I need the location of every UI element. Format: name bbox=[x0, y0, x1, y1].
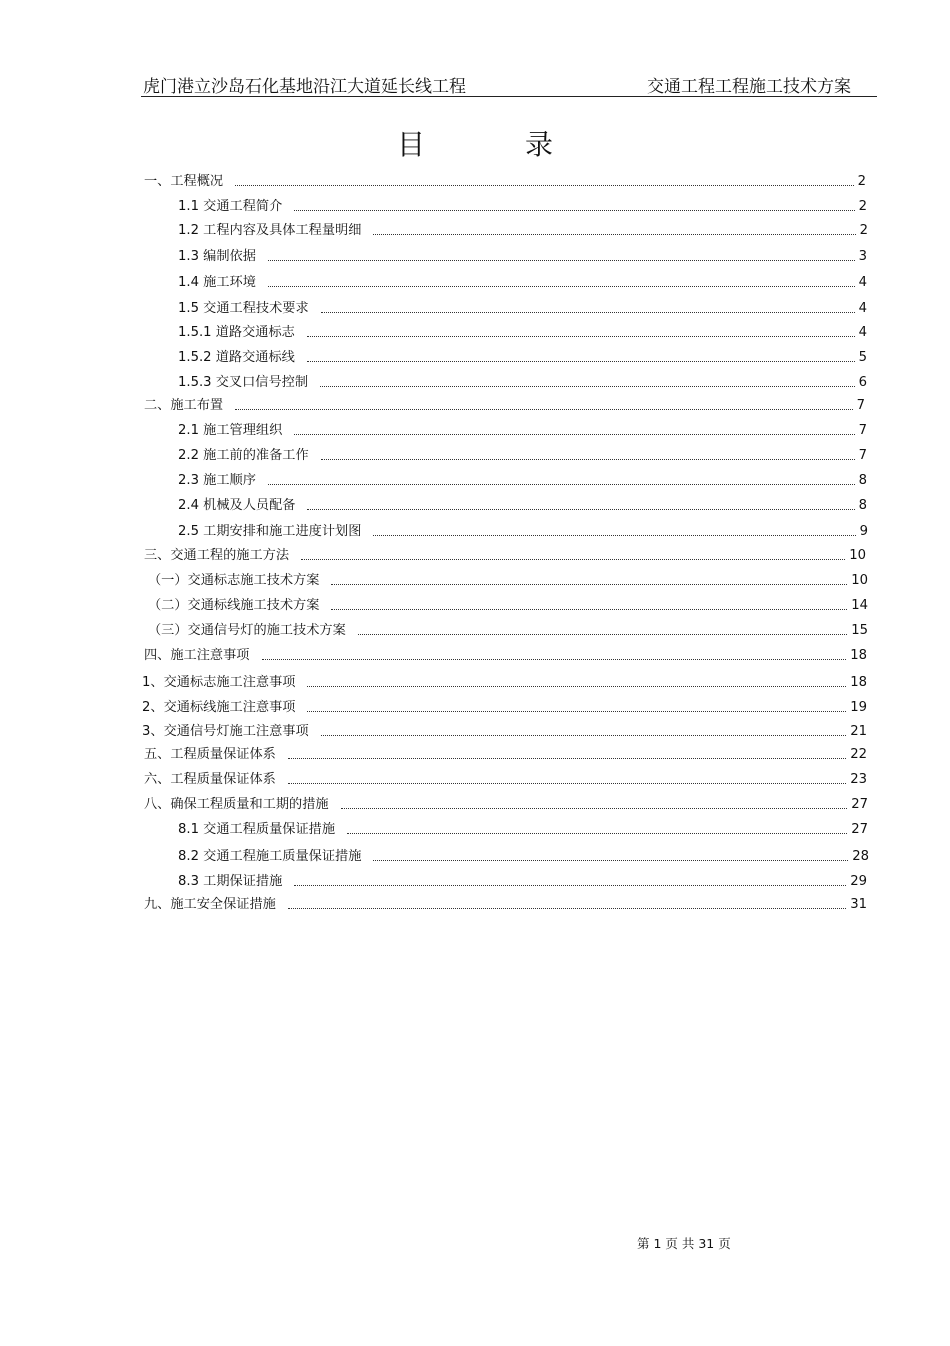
toc-entry[interactable] bbox=[178, 818, 868, 838]
toc-entry-label: 2.4 机械及人员配备 bbox=[178, 498, 296, 513]
toc-title bbox=[0, 123, 950, 163]
toc-entry-label: 1.3 编制依据 bbox=[178, 249, 256, 264]
toc-entry[interactable] bbox=[178, 346, 867, 366]
toc-leader-dots bbox=[341, 799, 848, 809]
toc-leader-dots bbox=[331, 575, 847, 585]
toc-leader-dots bbox=[235, 400, 852, 410]
toc-leader-dots bbox=[373, 851, 848, 861]
toc-entry-label: （一）交通标志施工技术方案 bbox=[148, 573, 320, 588]
toc-entry-page: 2 bbox=[857, 174, 866, 189]
toc-entry-label: 1.5 交通工程技术要求 bbox=[178, 301, 309, 316]
toc-entry-page: 21 bbox=[850, 724, 867, 739]
toc-entry-label: 1.5.1 道路交通标志 bbox=[178, 325, 295, 340]
toc-entry-page: 2 bbox=[858, 199, 867, 214]
toc-entry[interactable] bbox=[148, 594, 868, 614]
toc-entry-page: 22 bbox=[850, 747, 867, 762]
toc-entry-page: 27 bbox=[851, 822, 868, 837]
toc-entry[interactable] bbox=[178, 419, 867, 439]
toc-entry-label: 8.2 交通工程施工质量保证措施 bbox=[178, 849, 362, 864]
toc-entry-page: 14 bbox=[851, 598, 868, 613]
toc-entry-page: 29 bbox=[850, 874, 867, 889]
toc-entry-label: 四、施工注意事项 bbox=[144, 648, 250, 663]
toc-entry-page: 7 bbox=[858, 448, 867, 463]
toc-entry[interactable] bbox=[142, 671, 867, 691]
toc-leader-dots bbox=[321, 726, 847, 736]
toc-entry[interactable] bbox=[178, 245, 867, 265]
toc-entry-page: 7 bbox=[858, 423, 867, 438]
toc-entry-page: 4 bbox=[858, 325, 867, 340]
toc-entry-label: 二、施工布置 bbox=[144, 398, 224, 413]
toc-entry-label: 六、工程质量保证体系 bbox=[144, 772, 276, 787]
toc-entry[interactable] bbox=[178, 297, 867, 317]
toc-leader-dots bbox=[268, 475, 855, 485]
toc-leader-dots bbox=[373, 225, 855, 235]
toc-entry-label: 1.5.3 交叉口信号控制 bbox=[178, 375, 309, 390]
toc-entry[interactable] bbox=[178, 271, 867, 291]
toc-entry-label: 2.3 施工顺序 bbox=[178, 473, 256, 488]
toc-entry-label: 1.5.2 道路交通标线 bbox=[178, 350, 295, 365]
toc-entry-label: 一、工程概况 bbox=[144, 174, 224, 189]
toc-leader-dots bbox=[307, 352, 855, 362]
toc-entry-page: 15 bbox=[851, 623, 868, 638]
toc-entry-page: 18 bbox=[850, 675, 867, 690]
toc-entry-label: 2.1 施工管理组织 bbox=[178, 423, 283, 438]
toc-leader-dots bbox=[262, 650, 847, 660]
toc-leader-dots bbox=[321, 303, 855, 313]
toc-entry-page: 4 bbox=[858, 301, 867, 316]
toc-leader-dots bbox=[288, 899, 846, 909]
toc-entry-label: 五、工程质量保证体系 bbox=[144, 747, 276, 762]
toc-entry-page: 8 bbox=[858, 473, 867, 488]
toc-entry-label: 1.2 工程内容及具体工程量明细 bbox=[178, 223, 362, 238]
toc-leader-dots bbox=[268, 277, 855, 287]
toc-entry-label: 1、交通标志施工注意事项 bbox=[142, 675, 296, 690]
toc-entry-page: 3 bbox=[858, 249, 867, 264]
toc-leader-dots bbox=[321, 450, 855, 460]
toc-entry[interactable] bbox=[178, 444, 867, 464]
toc-entry-page: 9 bbox=[859, 524, 868, 539]
toc-entry-page: 27 bbox=[851, 797, 868, 812]
toc-leader-dots bbox=[307, 702, 846, 712]
toc-leader-dots bbox=[347, 824, 847, 834]
toc-entry[interactable] bbox=[144, 394, 865, 414]
toc-leader-dots bbox=[294, 425, 854, 435]
toc-entry-page: 18 bbox=[850, 648, 867, 663]
toc-entry[interactable] bbox=[144, 644, 867, 664]
toc-leader-dots bbox=[331, 600, 847, 610]
toc-entry-page: 8 bbox=[858, 498, 867, 513]
header-document-name: 交通工程工程施工技术方案 bbox=[647, 77, 851, 97]
toc-title-char-2: 录 bbox=[525, 128, 554, 161]
toc-entry[interactable] bbox=[178, 219, 868, 239]
toc-entry[interactable] bbox=[178, 520, 868, 540]
toc-entry-label: 2.2 施工前的准备工作 bbox=[178, 448, 309, 463]
toc-entry-page: 2 bbox=[859, 223, 868, 238]
toc-entry-label: 八、确保工程质量和工期的措施 bbox=[144, 797, 329, 812]
toc-entry-page: 6 bbox=[858, 375, 867, 390]
toc-entry-label: 2、交通标线施工注意事项 bbox=[142, 700, 296, 715]
toc-entry-label: 3、交通信号灯施工注意事项 bbox=[142, 724, 309, 739]
toc-leader-dots bbox=[373, 526, 855, 536]
toc-entry[interactable] bbox=[178, 494, 867, 514]
toc-entry-label: 九、施工安全保证措施 bbox=[144, 897, 276, 912]
toc-entry[interactable] bbox=[144, 768, 867, 788]
toc-entry-page: 19 bbox=[850, 700, 867, 715]
toc-entry-label: （二）交通标线施工技术方案 bbox=[148, 598, 320, 613]
toc-leader-dots bbox=[320, 377, 855, 387]
toc-entry[interactable] bbox=[144, 170, 866, 190]
toc-entry-label: 8.3 工期保证措施 bbox=[178, 874, 283, 889]
toc-entry-page: 4 bbox=[858, 275, 867, 290]
toc-entry[interactable] bbox=[178, 321, 867, 341]
toc-entry[interactable] bbox=[144, 743, 867, 763]
header-project-name: 虎门港立沙岛石化基地沿江大道延长线工程 bbox=[143, 77, 466, 97]
toc-leader-dots bbox=[307, 677, 846, 687]
toc-entry[interactable] bbox=[144, 544, 866, 564]
toc-entry-label: 1.1 交通工程简介 bbox=[178, 199, 283, 214]
toc-entry[interactable] bbox=[148, 569, 868, 589]
toc-entry-page: 5 bbox=[858, 350, 867, 365]
toc-leader-dots bbox=[288, 774, 846, 784]
toc-entry-label: （三）交通信号灯的施工技术方案 bbox=[148, 623, 346, 638]
toc-entry-page: 23 bbox=[850, 772, 867, 787]
toc-entry[interactable] bbox=[178, 371, 867, 391]
page-header bbox=[141, 66, 877, 97]
toc-leader-dots bbox=[294, 201, 854, 211]
toc-leader-dots bbox=[294, 876, 846, 886]
toc-title-char-1: 目 bbox=[396, 128, 425, 161]
page-footer: 第 1 页 共 31 页 bbox=[637, 1236, 731, 1251]
toc-entry[interactable] bbox=[144, 793, 868, 813]
toc-entry-label: 1.4 施工环境 bbox=[178, 275, 256, 290]
toc-leader-dots bbox=[288, 749, 846, 759]
toc-entry-page: 10 bbox=[849, 548, 866, 563]
toc-leader-dots bbox=[358, 625, 847, 635]
toc-entry-label: 2.5 工期安排和施工进度计划图 bbox=[178, 524, 362, 539]
toc-entry-page: 31 bbox=[850, 897, 867, 912]
toc-leader-dots bbox=[235, 176, 853, 186]
toc-leader-dots bbox=[268, 251, 855, 261]
toc-entry[interactable] bbox=[142, 720, 867, 740]
toc-entry[interactable] bbox=[178, 845, 869, 865]
toc-entry-label: 三、交通工程的施工方法 bbox=[144, 548, 290, 563]
toc-entry-label: 8.1 交通工程质量保证措施 bbox=[178, 822, 336, 837]
toc-leader-dots bbox=[307, 500, 854, 510]
toc-entry[interactable] bbox=[178, 469, 867, 489]
toc-entry[interactable] bbox=[178, 195, 867, 215]
toc-entry[interactable] bbox=[148, 619, 868, 639]
toc-entry[interactable] bbox=[144, 893, 867, 913]
toc-entry-page: 7 bbox=[856, 398, 865, 413]
toc-leader-dots bbox=[301, 550, 845, 560]
toc-entry[interactable] bbox=[142, 696, 867, 716]
toc-entry-page: 28 bbox=[852, 849, 869, 864]
toc-entry[interactable] bbox=[178, 870, 867, 890]
toc-entry-page: 10 bbox=[851, 573, 868, 588]
toc-leader-dots bbox=[307, 327, 855, 337]
